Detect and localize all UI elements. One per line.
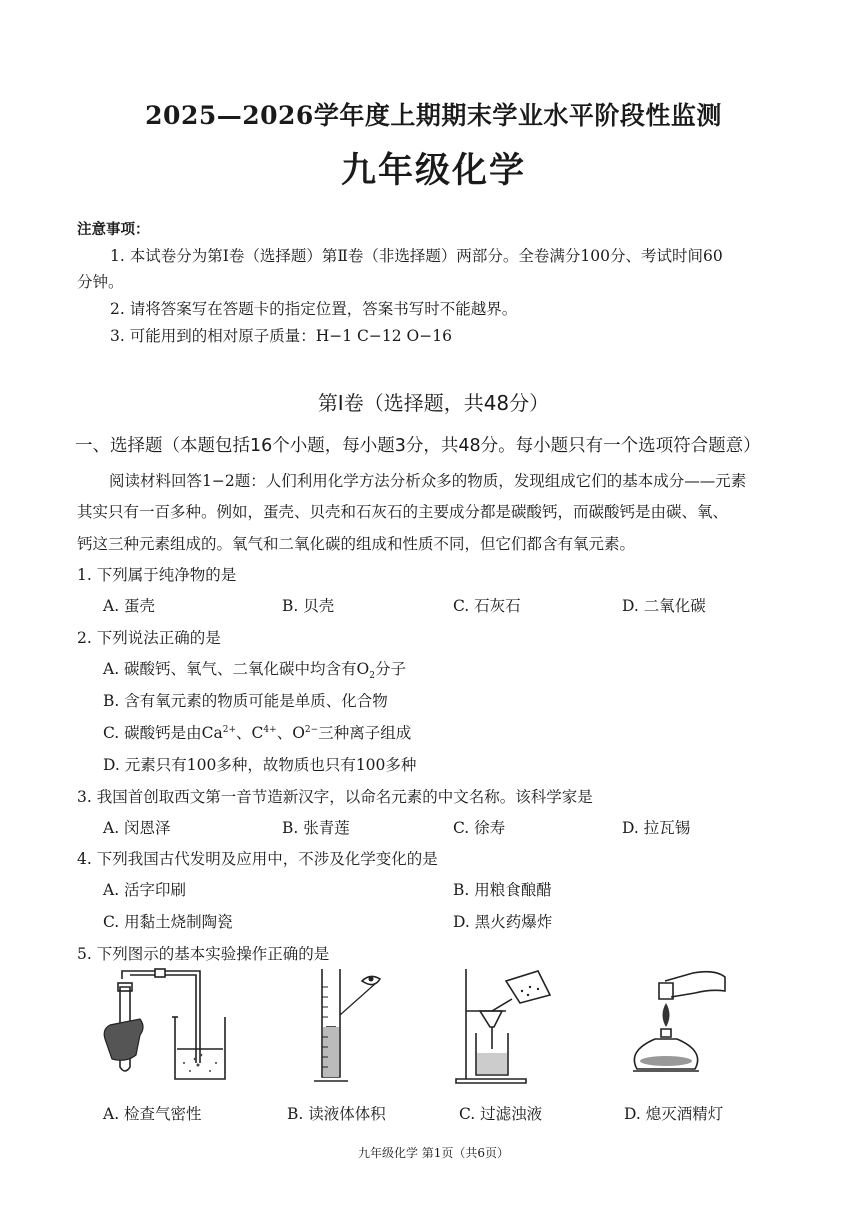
q5-option-d: D. 熄灭酒精灯 [624,1105,724,1123]
q1-option-d: D. 二氧化碳 [622,597,706,615]
notice-item-2: 2. 请将答案写在答题卡的指定位置，答案书写时不能越界。 [110,300,518,318]
notice-item-1: 1. 本试卷分为第Ⅰ卷（选择题）第Ⅱ卷（非选择题）两部分。全卷满分100分、考试时间60 [110,247,723,265]
q2-stem: 2. 下列说法正确的是 [77,629,221,647]
page-footer: 九年级化学 第1页（共6页） [357,1146,510,1160]
q5-option-a: A. 检查气密性 [103,1105,202,1123]
q2-option-d: D. 元素只有100多种，故物质也只有100多种 [103,756,417,774]
alcohol-lamp-figure [625,967,735,1087]
exam-subject: 九年级化学 [340,150,526,191]
filtration-figure [450,967,560,1087]
reading-line-1: 阅读材料回答1−2题：人们利用化学方法分析众多的物质，发现组成它们的基本成分——元素 [109,472,747,490]
q3-option-c: C. 徐寿 [453,819,506,837]
exam-title: 2025—2026学年度上期期末学业水平阶段性监测 [145,101,722,130]
q4-stem: 4. 下列我国古代发明及应用中，不涉及化学变化的是 [77,850,438,868]
notice-item-1-cont: 分钟。 [77,273,124,291]
q4-option-c: C. 用黏土烧制陶瓷 [103,913,233,931]
q4-option-d: D. 黑火药爆炸 [453,913,553,931]
q2-option-b: B. 含有氧元素的物质可能是单质、化合物 [103,692,388,710]
q4-option-b: B. 用粮食酿醋 [453,881,552,899]
q4-option-a: A. 活字印刷 [103,881,187,899]
q2-option-a: A. 碳酸钙、氧气、二氧化碳中均含有$O_2$分子 [103,660,407,682]
notice-heading: 注意事项： [77,221,150,238]
part1-title: 第Ⅰ卷（选择题，共48分） [317,391,550,415]
q3-option-b: B. 张青莲 [282,819,350,837]
q5-option-c: C. 过滤浊液 [459,1105,543,1123]
reading-line-3: 钙这三种元素组成的。氧气和二氧化碳的组成和性质不同，但它们都含有氧元素。 [77,535,636,553]
q1-stem: 1. 下列属于纯净物的是 [77,566,237,584]
q3-option-d: D. 拉瓦锡 [622,819,691,837]
q2-option-c: C. 碳酸钙是由$Ca^{2+}$、$C^{4+}$、$O^{2-}$三种离子组成 [103,724,412,742]
q3-stem: 3. 我国首创取西文第一音节造新汉字，以命名元素的中文名称。该科学家是 [77,788,593,806]
q1-option-c: C. 石灰石 [453,597,521,615]
q3-option-a: A. 闵恩泽 [103,819,171,837]
section-heading: 一、选择题（本题包括16个小题，每小题3分，共48分。每小题只有一个选项符合题意） [75,436,761,456]
q5-option-b: B. 读液体体积 [287,1105,386,1123]
q1-option-b: B. 贝壳 [282,597,335,615]
read-volume-figure [300,967,400,1087]
q1-option-a: A. 蛋壳 [103,597,156,615]
reading-line-2: 其实只有一百多种。例如，蛋壳、贝壳和石灰石的主要成分都是碳酸钙，而碳酸钙是由碳、氧、 [77,503,729,521]
airtightness-check-figure [100,967,230,1087]
q5-stem: 5. 下列图示的基本实验操作正确的是 [77,945,330,963]
notice-item-3: 3. 可能用到的相对原子质量：H−1 C−12 O−16 [110,327,452,345]
